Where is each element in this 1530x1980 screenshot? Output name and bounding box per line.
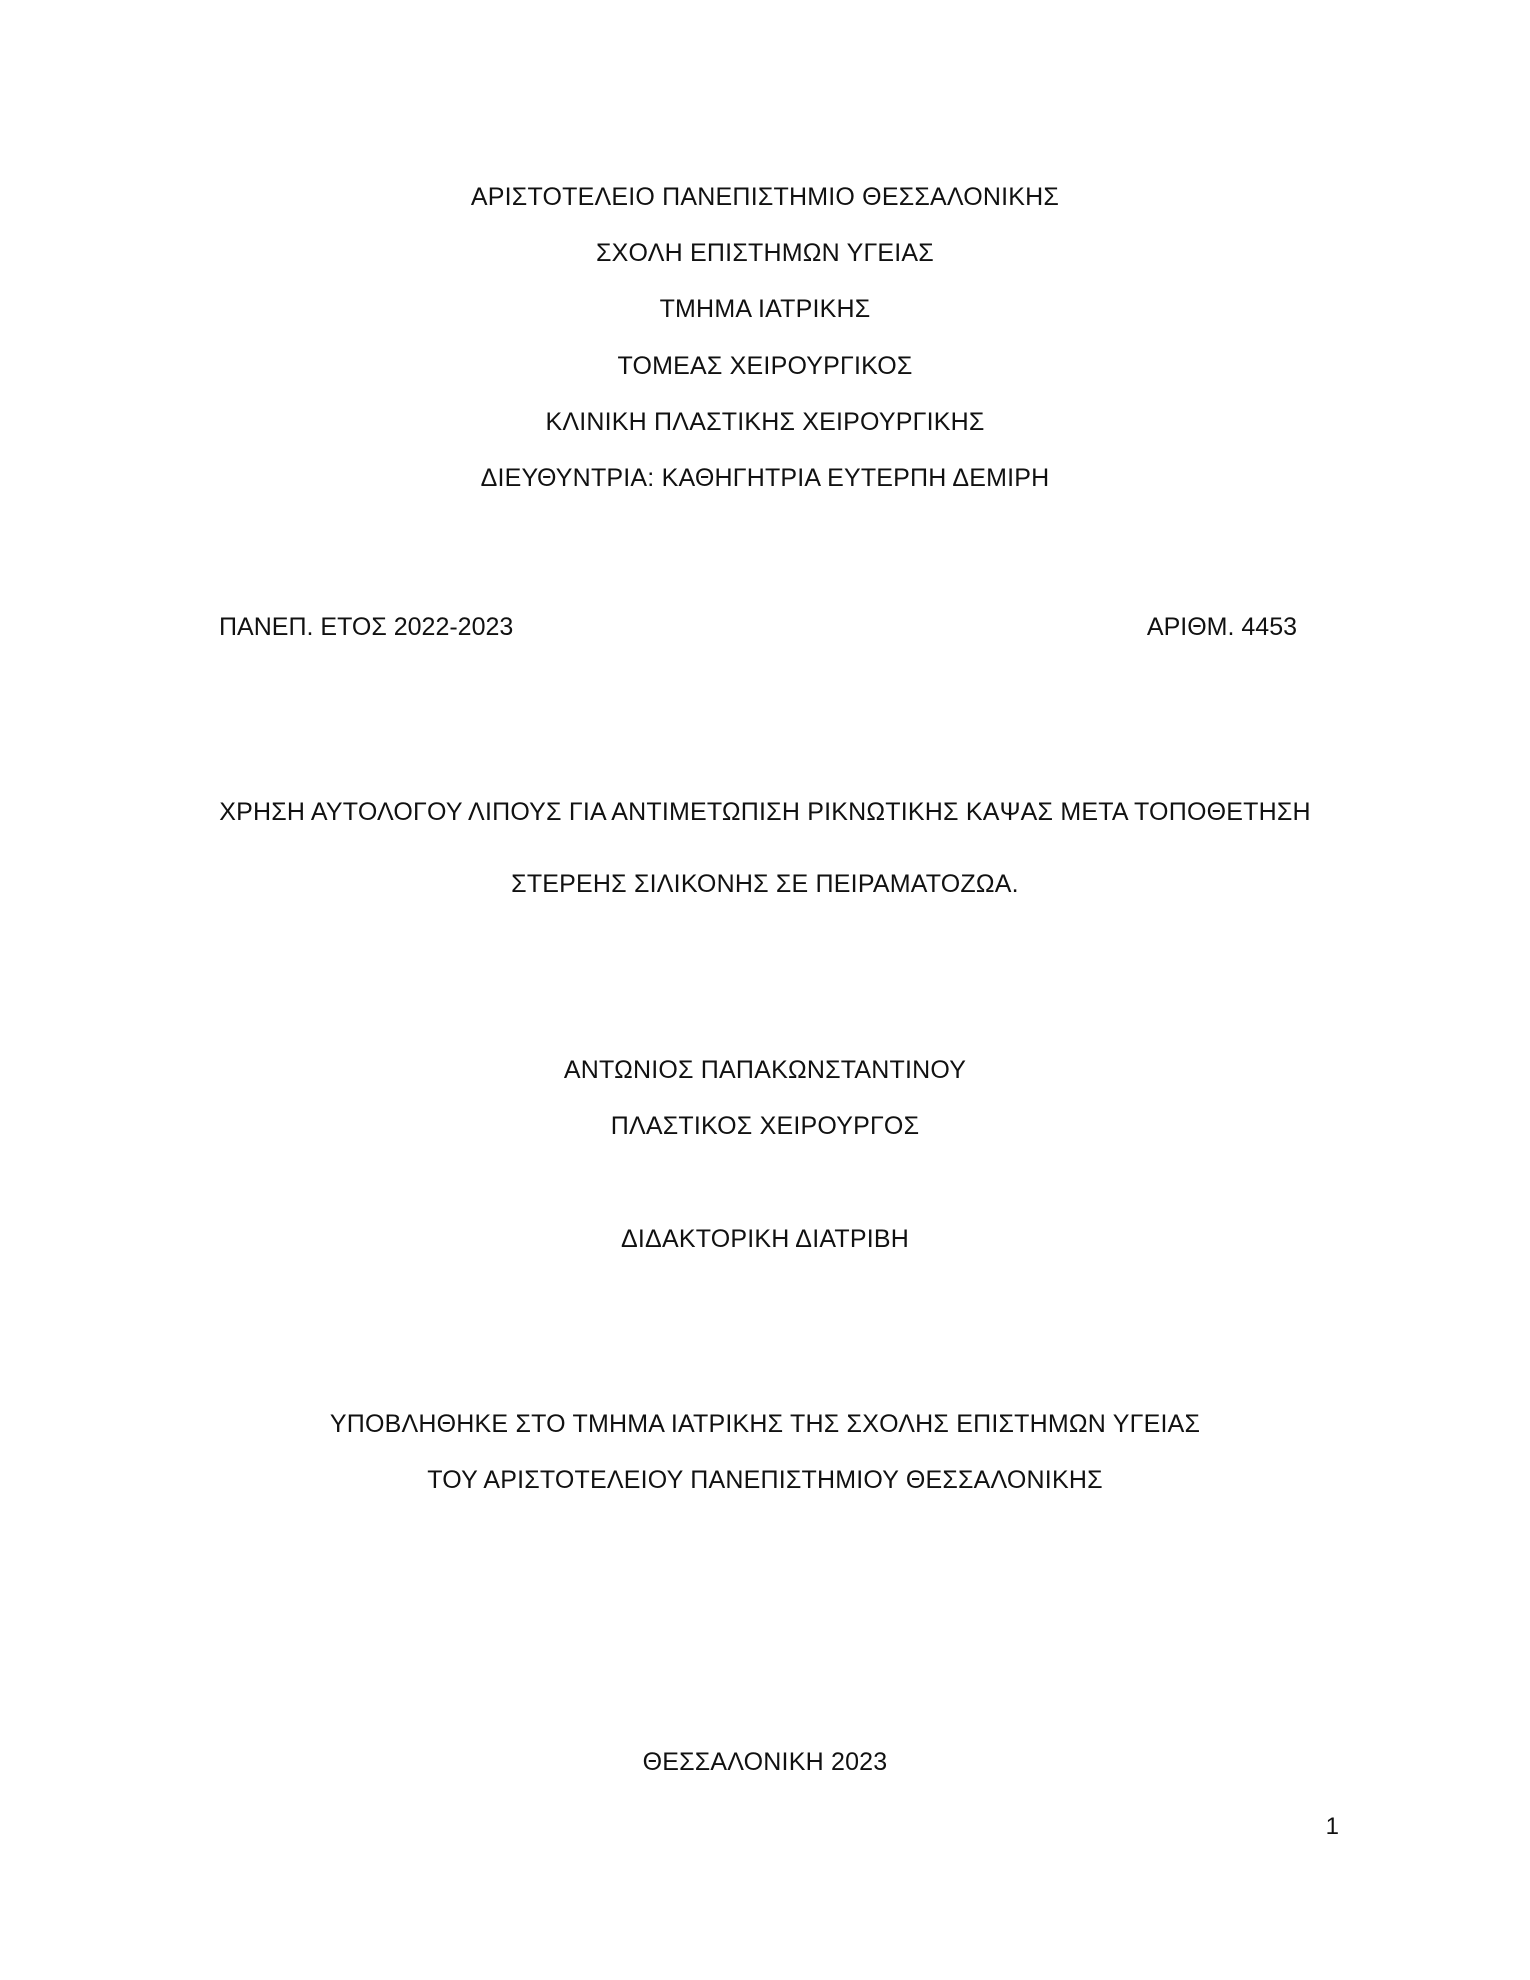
university-name: ΑΡΙΣΤΟΤΕΛΕΙΟ ΠΑΝΕΠΙΣΤΗΜΙΟ ΘΕΣΣΑΛΟΝΙΚΗΣ — [470, 183, 1060, 211]
academic-year: ΠΑΝΕΠ. ΕΤΟΣ 2022-2023 — [219, 613, 514, 641]
author-profession: ΠΛΑΣΤΙΚΟΣ ΧΕΙΡΟΥΡΓΟΣ — [610, 1112, 920, 1140]
department-name: ΤΜΗΜΑ ΙΑΤΡΙΚΗΣ — [659, 295, 871, 323]
sector-name: ΤΟΜΕΑΣ ΧΕΙΡΟΥΡΓΙΚΟΣ — [617, 352, 913, 380]
thesis-title-line-1: ΧΡΗΣΗ ΑΥΤΟΛΟΓΟΥ ΛΙΠΟΥΣ ΓΙΑ ΑΝΤΙΜΕΤΩΠΙΣΗ ΡΙΚΝΩΤΙΚΗΣ ΚΑΨΑΣ ΜΕΤΑ ΤΟΠΟΘΕΤΗΣΗ — [219, 798, 1311, 826]
clinic-name: ΚΛΙΝΙΚΗ ΠΛΑΣΤΙΚΗΣ ΧΕΙΡΟΥΡΓΙΚΗΣ — [545, 408, 985, 436]
submission-line-1: ΥΠΟΒΛΗΘΗΚΕ ΣΤΟ ΤΜΗΜΑ ΙΑΤΡΙΚΗΣ ΤΗΣ ΣΧΟΛΗΣ ΕΠΙΣΤΗΜΩΝ ΥΓΕΙΑΣ — [329, 1410, 1201, 1438]
thesis-title-line-2: ΣΤΕΡΕΗΣ ΣΙΛΙΚΟΝΗΣ ΣΕ ΠΕΙΡΑΜΑΤΟΖΩΑ. — [511, 870, 1019, 898]
director-line: ΔΙΕΥΘΥΝΤΡΙΑ: ΚΑΘΗΓΗΤΡΙΑ ΕΥΤΕΡΠΗ ΔΕΜΙΡΗ — [480, 464, 1050, 492]
submission-line-2: ΤΟΥ ΑΡΙΣΤΟΤΕΛΕΙΟΥ ΠΑΝΕΠΙΣΤΗΜΙΟΥ ΘΕΣΣΑΛΟΝΙΚΗΣ — [427, 1466, 1103, 1494]
page-number: 1 — [1325, 1813, 1339, 1840]
document-number: ΑΡΙΘΜ. 4453 — [1146, 613, 1297, 641]
author-name: ΑΝΤΩΝΙΟΣ ΠΑΠΑΚΩΝΣΤΑΝΤΙΝΟΥ — [563, 1056, 967, 1084]
school-name: ΣΧΟΛΗ ΕΠΙΣΤΗΜΩΝ ΥΓΕΙΑΣ — [596, 239, 934, 267]
place-date: ΘΕΣΣΑΛΟΝΙΚΗ 2023 — [642, 1748, 888, 1776]
thesis-type: ΔΙΔΑΚΤΟΡΙΚΗ ΔΙΑΤΡΙΒΗ — [621, 1225, 909, 1253]
